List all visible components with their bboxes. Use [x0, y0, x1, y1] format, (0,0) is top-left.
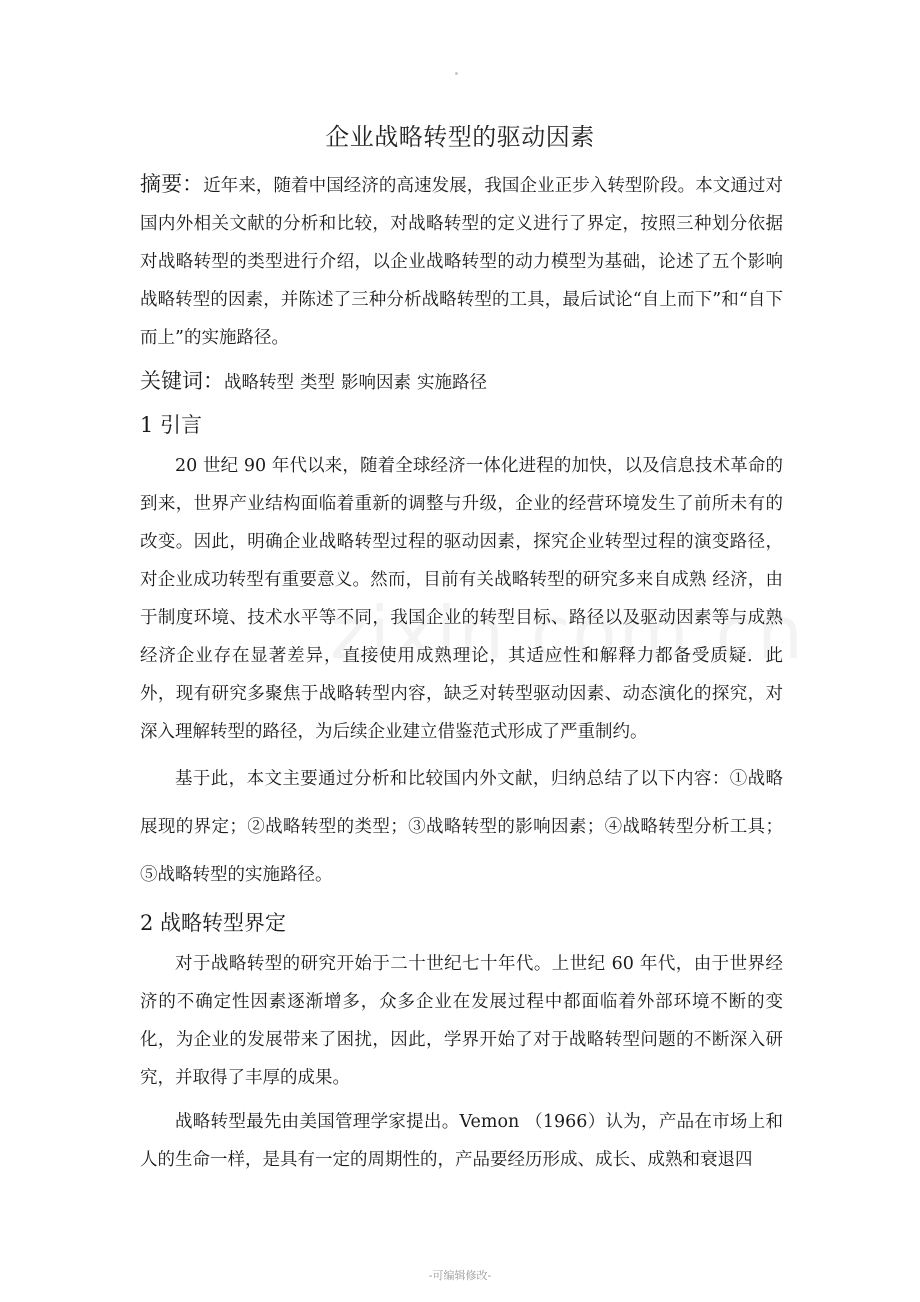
- page-footer: -可编辑修改-: [428, 1269, 492, 1282]
- section-heading: 2 战略转型界定: [140, 911, 287, 935]
- keyword: 类型: [300, 373, 335, 393]
- keywords-label: 关键词：: [140, 369, 224, 393]
- section-paragraph: 基于此，本文主要通过分析和比较国内外文献，归纳总结了以下内容：①战略展现的界定；②战略转型的类型；③战略转型的影响因素；④战略转型分析工具；⑤战略转型的实施路径。: [140, 769, 783, 885]
- section-paragraph: 20 世纪 90 年代以来，随着全球经济一体化进程的加快，以及信息技术革命的到来，世界产业结构面临着重新的调整与升级，企业的经营环境发生了前所未有的改变。因此，明确企业战略转型过程的驱动因素，探究企业转型过程的演变路径，对企业成功转型有重要意义。然而，目前有关战略转型的研究多来自成熟 经济，由于制度环境、技术水平等不同，我国企业的转型目标、路径以及驱动因素等与成熟经济企业存在显著差异，直接使用成熟理论，其适应性和解释力都备受质疑．此外，现有研究多聚焦于战略转型内容，缺乏对转型驱动因素、动态演化的探究，对深入理解转型的路径，为后续企业建立借鉴范式形成了严重制约。: [140, 456, 783, 742]
- header-dot: [455, 72, 458, 75]
- section-paragraph: 战略转型最先由美国管理学家提出。Vemon （1966）认为，产品在市场上和人的生命一样，是具有一定的周期性的，产品要经历形成、成长、成熟和衰退四: [140, 1112, 783, 1170]
- abstract-label: 摘要：: [140, 172, 204, 196]
- keyword: 影响因素: [341, 373, 411, 393]
- keyword: 战略转型: [224, 373, 294, 393]
- abstract: [140, 165, 783, 357]
- section-paragraph: 对于战略转型的研究开始于二十世纪七十年代。上世纪 60 年代，由于世界经济的不确定性因素逐渐增多，众多企业在发展过程中都面临着外部环境不断的变化，为企业的发展带来了困扰，因此，学界开始了对于战略转型问题的不断深入研究，并取得了丰厚的成果。: [140, 954, 783, 1088]
- section-heading: 1 引言: [140, 413, 203, 437]
- document-title: 企业战略转型的驱动因素: [325, 123, 595, 151]
- document-body: [140, 165, 783, 1179]
- keywords: [140, 362, 783, 402]
- keyword: 实施路径: [417, 373, 487, 393]
- abstract-text: 近年来，随着中国经济的高速发展，我国企业正步入转型阶段。本文通过对国内外相关文献的分析和比较，对战略转型的定义进行了界定，按照三种划分依据对战略转型的类型进行介绍，以企业战略转型的动力模型为基础，论述了五个影响战略转型的因素，并陈述了三种分析战略转型的工具，最后试论“自上而下”和“自下而上”的实施路径。: [140, 176, 784, 348]
